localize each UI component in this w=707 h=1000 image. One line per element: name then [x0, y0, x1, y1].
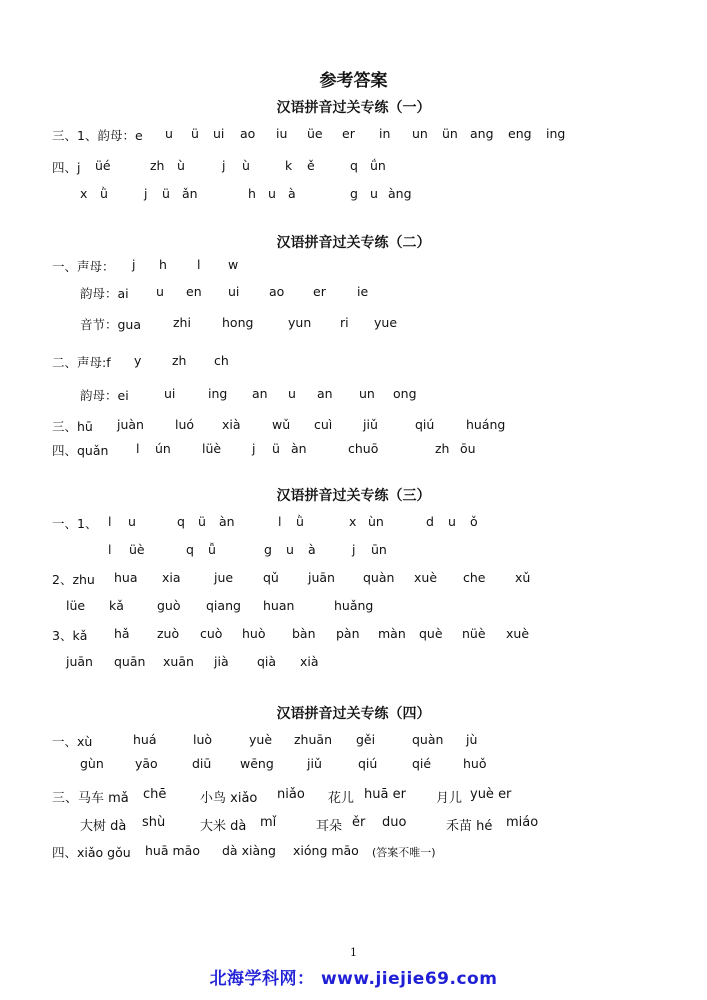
answer-token: er: [342, 126, 355, 141]
answer-token: juān: [66, 654, 93, 669]
answer-token: j: [252, 441, 256, 456]
answer-token: 三、1、韵母：e: [52, 128, 143, 143]
answer-token: y: [134, 353, 142, 368]
page-number: 1: [350, 946, 357, 959]
answer-token: wǔ: [272, 417, 291, 432]
answer-token: g: [264, 542, 272, 557]
answer-token: 2、zhu: [52, 572, 95, 587]
answer-token: luó: [175, 417, 195, 432]
answer-token: juàn: [117, 417, 144, 432]
answer-token: j: [132, 257, 136, 272]
answer-token: gěi: [356, 732, 376, 747]
answer-token: ui: [164, 386, 176, 401]
answer-token: chuō: [348, 441, 379, 456]
answer-token: ing: [208, 386, 228, 401]
answer-token: l: [108, 514, 112, 529]
answer-token: gùn: [80, 756, 104, 771]
answer-token: an: [317, 386, 333, 401]
answer-token: ǎn: [182, 186, 198, 201]
answer-token: xǔ: [515, 570, 531, 585]
answer-token: ōu: [460, 441, 476, 456]
answer-token: ún: [155, 441, 171, 456]
answer-token: ǘn: [370, 158, 386, 173]
answer-token: nüè: [462, 626, 486, 641]
answer-token: huǒ: [463, 756, 487, 771]
answer-token: ǚ: [208, 542, 216, 557]
answer-token: ong: [393, 386, 417, 401]
answer-token: jù: [466, 732, 478, 747]
answer-token: jià: [214, 654, 229, 669]
answer-token: ūn: [371, 542, 387, 557]
answer-token: 四、xiǎo gǒu: [52, 845, 131, 860]
answer-token: jiǔ: [363, 417, 378, 432]
answer-token: àn: [291, 441, 307, 456]
answer-token: l: [197, 257, 201, 272]
answer-token: à: [308, 542, 316, 557]
answer-token: un: [412, 126, 428, 141]
answer-token: hong: [222, 315, 254, 330]
answer-token: guò: [157, 598, 181, 613]
answer-token: u: [128, 514, 136, 529]
answer-token: bàn: [292, 626, 316, 641]
answer-token: ü: [272, 441, 280, 456]
answer-token: xuè: [414, 570, 438, 585]
answer-token: ui: [228, 284, 240, 299]
section-title-4: 汉语拼音过关专练（四）: [276, 706, 431, 722]
answer-token: huáng: [466, 417, 506, 432]
answer-token: 大米 dà: [200, 819, 247, 834]
answer-token: qié: [412, 756, 432, 771]
answer-token: lüe: [66, 598, 86, 613]
answer-token: quàn: [412, 732, 444, 747]
section-title-1: 汉语拼音过关专练（一）: [276, 100, 431, 116]
answer-token: hua: [114, 570, 138, 585]
answer-token: h: [159, 257, 167, 272]
answer-token: 韵母：ei: [80, 388, 129, 403]
answer-token: w: [228, 257, 239, 272]
answer-token: diū: [192, 756, 212, 771]
footer-watermark: 北海学科网： www.jiejie69.com: [209, 969, 498, 989]
answer-token: zuò: [157, 626, 180, 641]
answer-token: 花儿: [328, 791, 355, 806]
answer-token: yāo: [135, 756, 158, 771]
answer-token: à: [288, 186, 296, 201]
answer-token: 韵母：ai: [80, 286, 129, 301]
answer-token: 小鸟 xiǎo: [200, 791, 258, 806]
answer-token: j: [352, 542, 356, 557]
answer-token: ùn: [368, 514, 384, 529]
answer-token: ch: [214, 353, 229, 368]
answer-token: en: [186, 284, 202, 299]
answer-token: ě: [307, 158, 315, 173]
answer-token: ù: [242, 158, 250, 173]
answer-token: qià: [257, 654, 277, 669]
answer-token: miáo: [506, 815, 539, 830]
answer-token: 三、马车 mǎ: [52, 791, 129, 806]
answer-token: u: [268, 186, 276, 201]
answer-token: q: [350, 158, 358, 173]
answer-token: 三、hū: [52, 419, 93, 434]
answer-token: luò: [193, 732, 213, 747]
answer-token: yuè er: [470, 787, 512, 802]
answer-token: ǜ: [100, 186, 108, 201]
answer-note: (答案不唯一): [372, 846, 436, 859]
answer-token: juān: [308, 570, 335, 585]
answer-token: huǎng: [334, 598, 374, 613]
answer-token: quān: [114, 654, 146, 669]
answer-token: mǐ: [260, 815, 277, 830]
answer-token: 一、xù: [52, 734, 93, 749]
answer-token: u: [288, 386, 296, 401]
answer-token: x: [80, 186, 88, 201]
answer-token: qiú: [415, 417, 435, 432]
answer-token: quàn: [363, 570, 395, 585]
answer-token: üè: [129, 542, 145, 557]
answer-token: ao: [269, 284, 285, 299]
answer-token: chē: [143, 787, 167, 802]
answer-token: 二、声母:f: [52, 355, 111, 370]
answer-token: ui: [213, 126, 225, 141]
answer-token: ün: [442, 126, 458, 141]
answer-token: x: [349, 514, 357, 529]
answer-token: xia: [162, 570, 181, 585]
answer-token: ǒ: [470, 514, 478, 529]
answer-token: cuò: [200, 626, 223, 641]
answer-token: üé: [95, 158, 111, 173]
answer-token: l: [136, 441, 140, 456]
answer-token: an: [252, 386, 268, 401]
answer-token: huā er: [364, 787, 406, 802]
answer-token: màn: [378, 626, 406, 641]
answer-token: ang: [470, 126, 494, 141]
answer-token: huā māo: [145, 843, 200, 858]
answer-token: wēng: [240, 756, 274, 771]
answer-token: huan: [263, 598, 295, 613]
answer-token: xuè: [506, 626, 530, 641]
answer-token: 音节：gua: [80, 317, 142, 332]
answer-token: xuān: [163, 654, 194, 669]
answer-token: in: [379, 126, 391, 141]
answer-token: 四、j: [52, 160, 81, 175]
answer-token: huá: [133, 732, 157, 747]
answer-token: qiang: [206, 598, 241, 613]
answer-token: u: [448, 514, 456, 529]
answer-token: u: [156, 284, 164, 299]
answer-token: shù: [142, 815, 166, 830]
answer-token: ü: [191, 126, 199, 141]
answer-token: l: [278, 514, 282, 529]
answer-token: 一、声母：: [52, 259, 115, 274]
answer-token: àng: [388, 186, 412, 201]
answer-token: g: [350, 186, 358, 201]
answer-token: l: [108, 542, 112, 557]
section-title-3: 汉语拼音过关专练（三）: [276, 488, 431, 504]
answer-token: qǔ: [263, 570, 279, 585]
answer-token: 耳朵: [316, 819, 343, 834]
answer-token: 四、quǎn: [52, 443, 109, 458]
answer-token: u: [370, 186, 378, 201]
answer-token: üe: [307, 126, 323, 141]
answer-token: xià: [300, 654, 319, 669]
answer-token: ǜ: [296, 514, 304, 529]
answer-token: j: [222, 158, 226, 173]
answer-token: che: [463, 570, 486, 585]
answer-token: q: [186, 542, 194, 557]
answer-token: ie: [357, 284, 369, 299]
answer-token: ao: [240, 126, 256, 141]
answer-token: kǎ: [109, 598, 124, 613]
answer-token: cuì: [314, 417, 333, 432]
answer-token: xióng māo: [293, 843, 359, 858]
answer-token: 月儿: [436, 791, 463, 806]
answer-token: hǎ: [114, 626, 130, 641]
answer-token: ing: [546, 126, 566, 141]
answer-token: eng: [508, 126, 532, 141]
answer-token: qiú: [358, 756, 378, 771]
answer-token: j: [144, 186, 148, 201]
answer-token: 大树 dà: [80, 819, 127, 834]
answer-token: jiǔ: [307, 756, 322, 771]
answer-token: huò: [242, 626, 266, 641]
answer-token: 3、kǎ: [52, 628, 88, 643]
page-title: 参考答案: [319, 71, 388, 91]
answer-token: àn: [219, 514, 235, 529]
answer-token: lüè: [202, 441, 222, 456]
answer-token: zh: [172, 353, 187, 368]
answer-token: iu: [276, 126, 288, 141]
answer-token: ù: [177, 158, 185, 173]
answer-token: zh: [150, 158, 165, 173]
answer-token: ěr: [352, 815, 366, 830]
answer-token: d: [426, 514, 434, 529]
answer-token: er: [313, 284, 326, 299]
answer-token: 禾苗 hé: [446, 819, 493, 834]
answer-token: q: [177, 514, 185, 529]
answer-token: zhuān: [294, 732, 332, 747]
answer-token: niǎo: [277, 787, 305, 802]
answer-token: yun: [288, 315, 312, 330]
answer-token: ü: [162, 186, 170, 201]
section-title-2: 汉语拼音过关专练（二）: [276, 235, 431, 251]
answer-token: u: [286, 542, 294, 557]
answer-token: pàn: [336, 626, 360, 641]
answer-token: dà xiàng: [222, 843, 276, 858]
answer-token: ri: [340, 315, 349, 330]
answer-token: 一、1、: [52, 516, 98, 531]
answer-token: yue: [374, 315, 398, 330]
answer-token: u: [165, 126, 173, 141]
answer-token: ü: [198, 514, 206, 529]
answer-token: zh: [435, 441, 450, 456]
answer-token: un: [359, 386, 375, 401]
answer-token: què: [419, 626, 443, 641]
answer-token: duo: [382, 815, 407, 830]
answer-token: jue: [214, 570, 234, 585]
answer-token: k: [285, 158, 293, 173]
answer-token: zhi: [173, 315, 191, 330]
answer-token: xià: [222, 417, 241, 432]
answer-token: yuè: [249, 732, 273, 747]
answer-token: h: [248, 186, 256, 201]
